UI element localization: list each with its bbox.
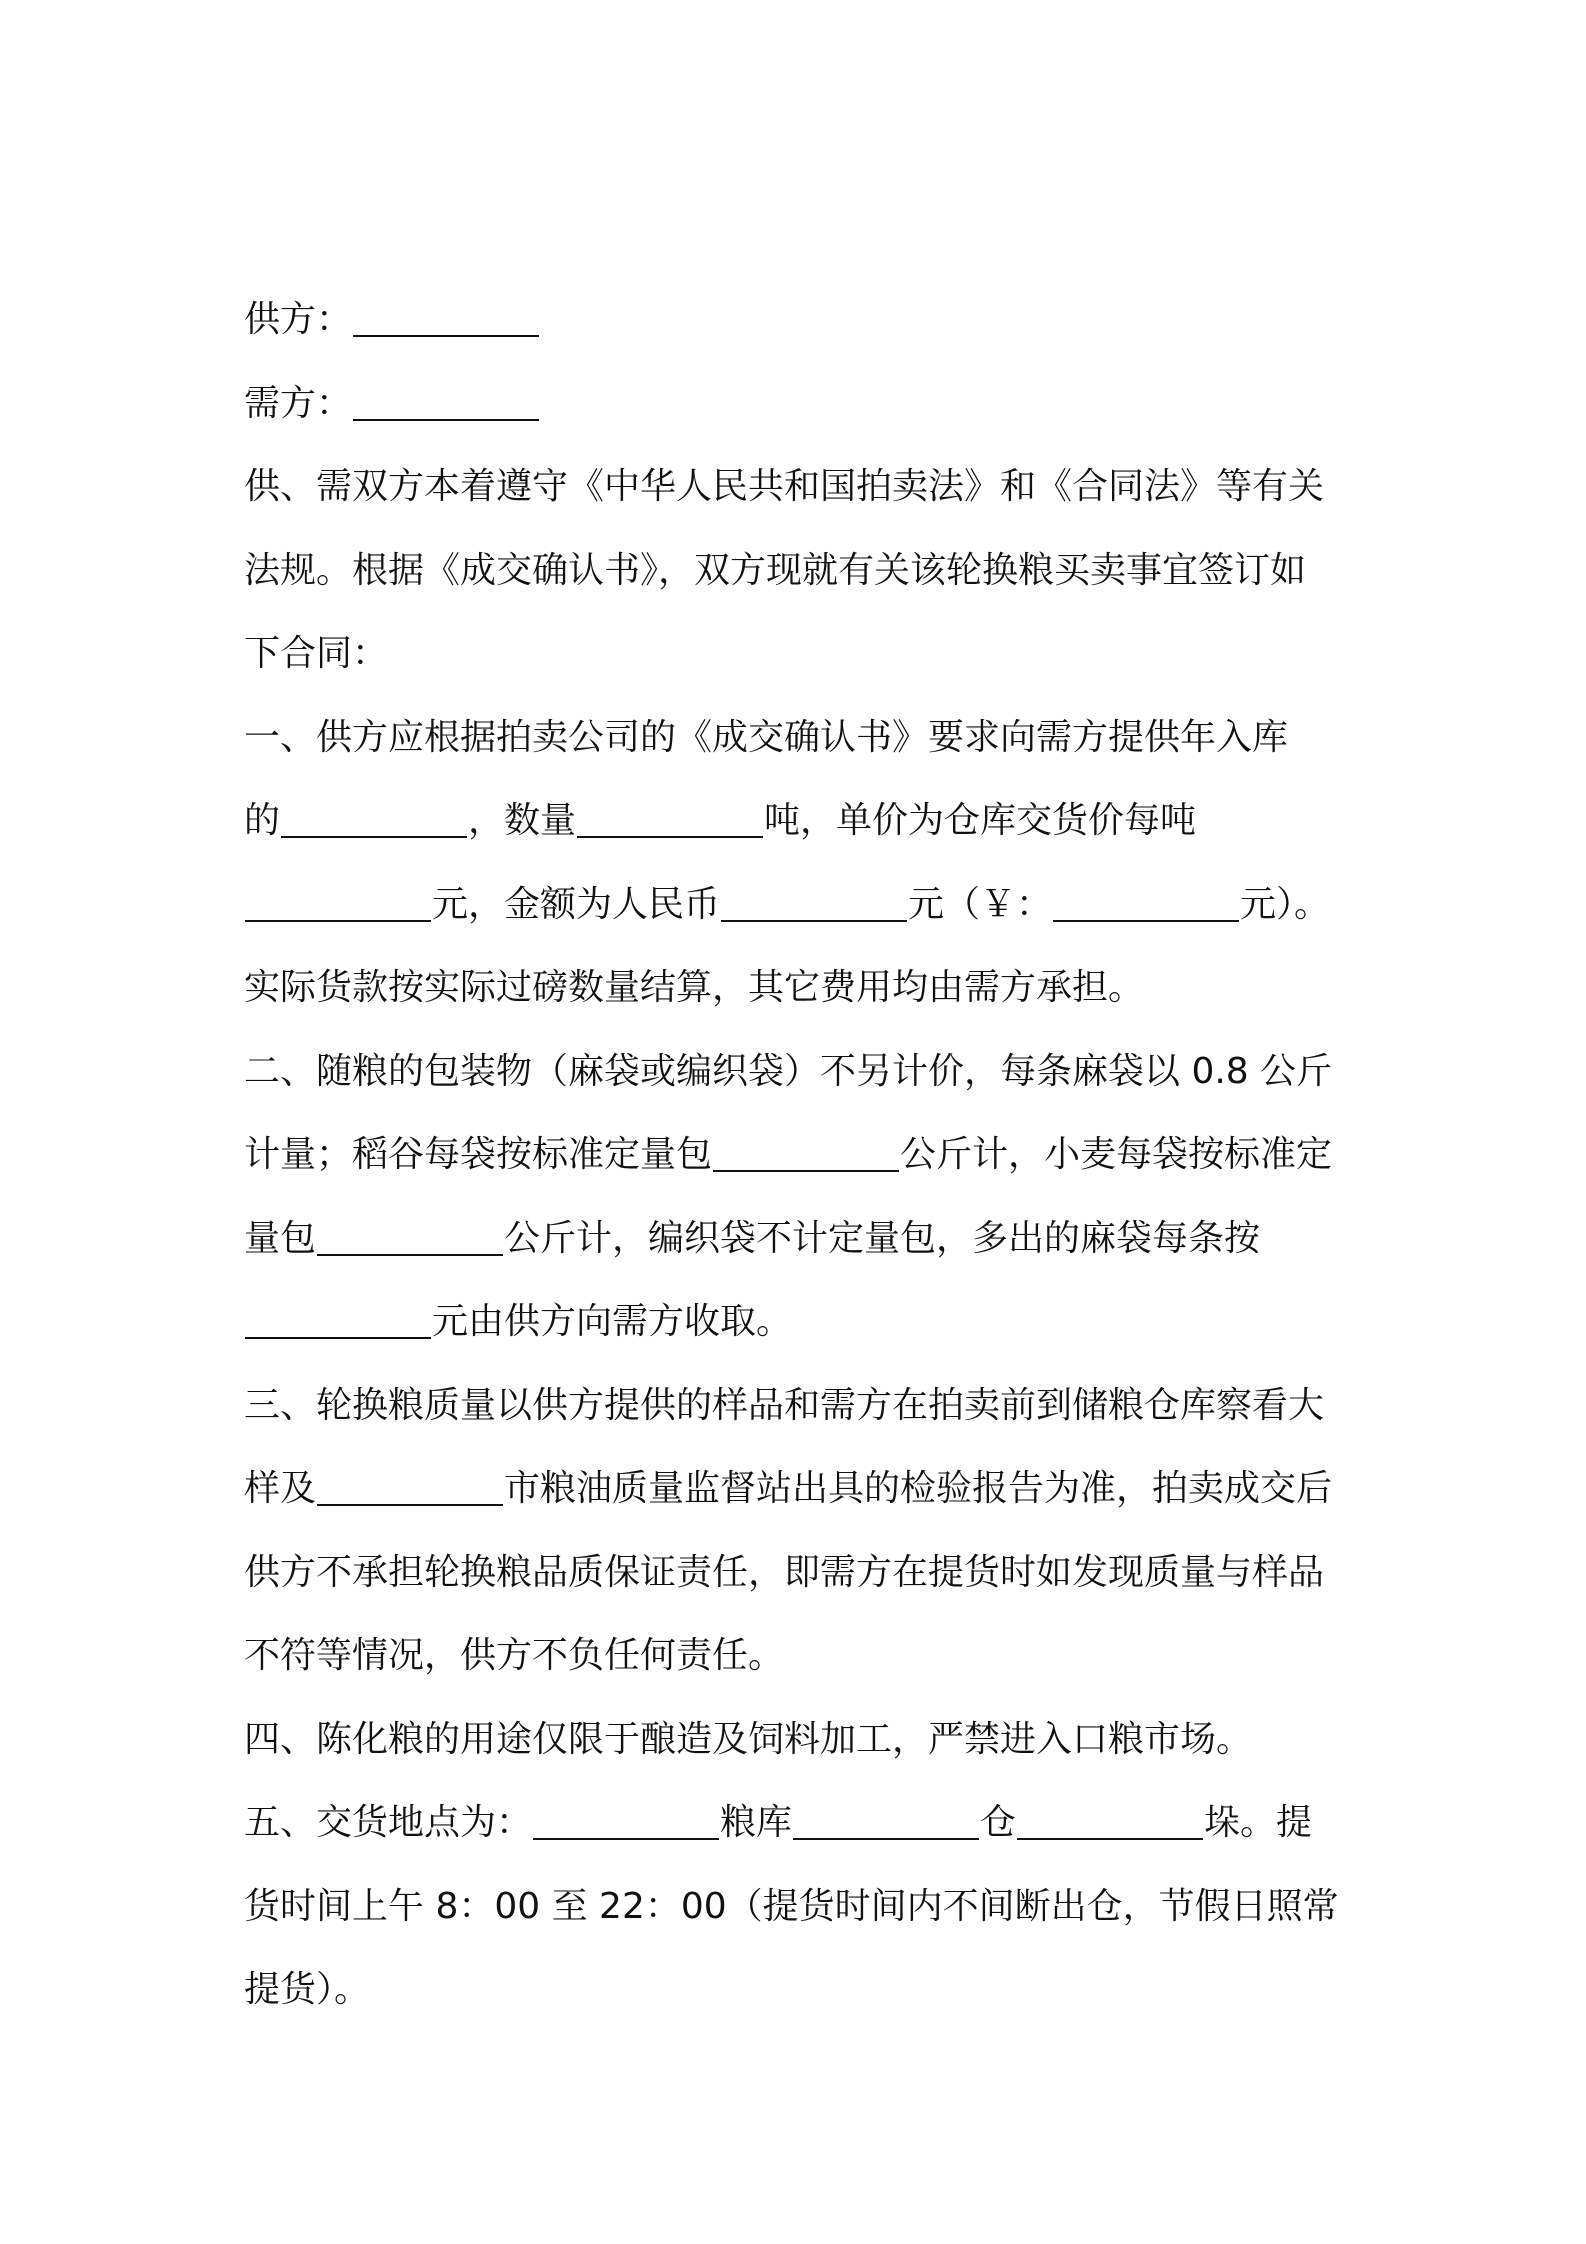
- clause3-line-3: 供方不承担轮换粮品质保证责任，即需方在提货时如发现质量与样品: [244, 1551, 1325, 1593]
- clause2-line-3: [244, 1197, 1354, 1281]
- extra-bag-price-blank: [245, 1301, 431, 1339]
- buyer-line: [244, 362, 1354, 446]
- clause1-text: 元（￥：: [908, 883, 1053, 925]
- clause3-text: 市粮油质量监督站出具的检验报告为准，拍卖成交后: [504, 1468, 1333, 1509]
- clause1-line-1: 一、供方应根据拍卖公司的《成交确认书》要求向需方提供年入库: [244, 716, 1289, 758]
- clause1-line-3: [244, 863, 1354, 947]
- clause5-text: 仓: [980, 1802, 1017, 1843]
- clause3-line-2: [244, 1447, 1354, 1531]
- clause5-line-1: [244, 1781, 1354, 1865]
- wheat-bag-weight-blank: [317, 1218, 503, 1256]
- clause1-text: 元）。: [1240, 883, 1331, 925]
- clause2-line-4: [244, 1280, 1354, 1364]
- intro-line-1: 供、需双方本着遵守《中华人民共和国拍卖法》和《合同法》等有关: [244, 466, 1325, 507]
- quantity-blank: [577, 800, 763, 838]
- clause1-text: 的: [244, 800, 281, 841]
- clause1-line-4: 实际货款按实际过磅数量结算，其它费用均由需方承担。: [244, 967, 1145, 1008]
- clause1-text: 吨，单价为仓库交货价每吨: [764, 800, 1197, 841]
- clause2-text: 计量；稻谷每袋按标准定量包: [244, 1134, 713, 1175]
- depot-blank: [533, 1802, 719, 1840]
- amount-blank: [721, 884, 907, 922]
- stack-blank: [1017, 1802, 1203, 1840]
- clause3-line-4: 不符等情况，供方不负任何责任。: [244, 1635, 785, 1676]
- rice-bag-weight-blank: [713, 1134, 899, 1172]
- clause3-line-1: 三、轮换粮质量以供方提供的样品和需方在拍卖前到储粮仓库察看大: [244, 1384, 1325, 1426]
- clause5-text: 粮库: [720, 1802, 793, 1843]
- clause2-line-2: [244, 1113, 1354, 1197]
- clause1-line-2: [244, 779, 1354, 863]
- supplier-label: 供方：: [244, 299, 353, 340]
- clause5-text: 五、交货地点为：: [244, 1802, 533, 1843]
- clause5-line-2: 货时间上午 8：00 至 22：00（提货时间内不间断出仓，节假日照常: [244, 1885, 1339, 1927]
- clause3-text: 样及: [244, 1468, 317, 1509]
- grain-type-blank: [281, 800, 467, 838]
- clause2-text: 公斤计，小麦每袋按标准定: [900, 1134, 1333, 1175]
- clause2-text: 量包: [244, 1217, 317, 1259]
- clause2-line-1: 二、随粮的包装物（麻袋或编织袋）不另计价，每条麻袋以 0.8 公斤: [244, 1050, 1333, 1092]
- clause5-line-3: 提货）。: [244, 1969, 371, 2010]
- clause2-text: 元由供方向需方收取。: [432, 1301, 793, 1342]
- clause4-line-1: 四、陈化粮的用途仅限于酿造及饲料加工，严禁进入口粮市场。: [244, 1718, 1253, 1760]
- contract-body: [244, 278, 1354, 2032]
- intro-line-3: 下合同：: [244, 633, 389, 674]
- buyer-label: 需方：: [244, 382, 353, 424]
- clause2-text: 公斤计，编织袋不计定量包，多出的麻袋每条按: [504, 1217, 1261, 1259]
- intro-line-2: 法规。根据《成交确认书》，双方现就有关该轮换粮买卖事宜签订如: [244, 549, 1307, 591]
- warehouse-blank: [793, 1802, 979, 1840]
- supplier-line: [244, 278, 1354, 362]
- clause5-text: 垛。提: [1204, 1802, 1313, 1843]
- buyer-blank: [353, 383, 539, 421]
- clause1-text: ，数量: [468, 800, 577, 841]
- amount-figure-blank: [1053, 884, 1239, 922]
- city-blank: [317, 1468, 503, 1506]
- supplier-blank: [353, 299, 539, 337]
- clause1-text: 元，金额为人民币: [432, 883, 721, 925]
- unit-price-blank: [245, 884, 431, 922]
